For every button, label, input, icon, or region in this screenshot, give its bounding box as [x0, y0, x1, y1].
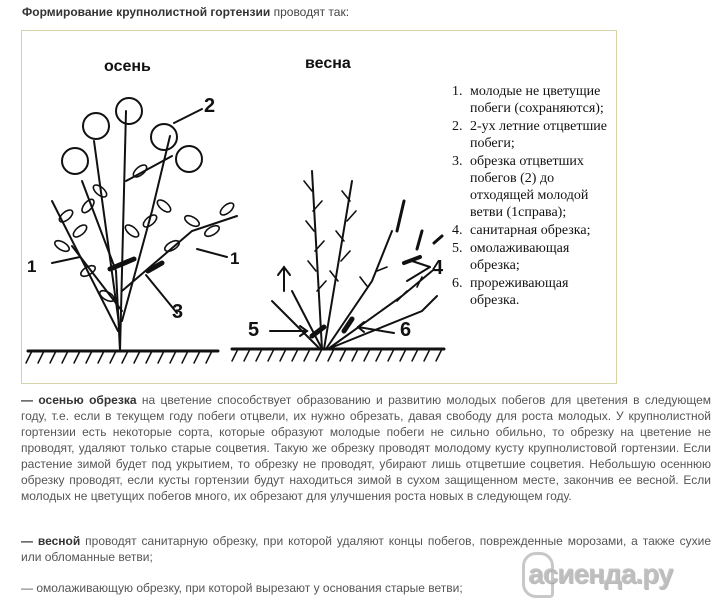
marker-2: 2	[204, 95, 216, 117]
marker-1-left: 1	[27, 257, 37, 276]
figure-legend	[452, 83, 617, 310]
paragraph-rejuvenating: — омолаживающую обрезку, при которой вырезают у основания старые ветви;	[21, 581, 463, 595]
marker-6: 6	[400, 319, 412, 341]
marker-1-right: 1	[230, 249, 240, 268]
legend-item: 2. 2-ух летние отцветшие побеги;	[452, 119, 607, 151]
watermark: асиенда.ру	[528, 558, 673, 589]
marker-5: 5	[248, 319, 260, 341]
heading-bold: Формирование крупнолистной гортензии	[22, 5, 271, 19]
legend-item: 4. санитарная обрезка;	[452, 223, 591, 238]
marker-4: 4	[432, 257, 444, 279]
page-heading	[22, 5, 349, 19]
legend-item: 3. обрезка отцветших побегов (2) до отходящей молодой ветви (1справа);	[452, 154, 589, 220]
heading-rest: проводят так:	[270, 5, 350, 19]
spring-label: весна	[305, 55, 351, 72]
autumn-label: осень	[104, 58, 151, 75]
legend-item: 6. прореживающая обрезка.	[452, 276, 569, 308]
paragraph-spring: — весной проводят санитарную обрезку, при которой удаляют концы побегов, поврежденные морозами, а также сухие или обломанные ветви;	[21, 534, 711, 564]
marker-3: 3	[172, 301, 184, 323]
pruning-illustration	[21, 30, 617, 384]
legend-item: 5. омолаживающая обрезка;	[452, 241, 570, 273]
legend-item: 1. молодые не цветущие побеги (сохраняются);	[452, 84, 604, 116]
paragraph-autumn: — осенью обрезка на цветение способствует образованию и развитию молодых побегов для цветения в следующем году, т.е. если в текущем году побеги отцвели, их нужно обрезать, давая свободу для роста молодых. У крупнолистной гортензии есть некоторые сорта, которые образуют молодые побеги не сильно обильно, то обрезку на цветение не проводят, удаляют только старые соцветия. Такую же обрезку проводят молодому кусту крупнолистовой гортензии. Если растение зимой будет под укрытием, то обрезку не проводят, убирают лишь отцветшие соцветия. Небольшую осеннюю обрезку проводят, если кусты гортензии будут находиться зимой в сухом защищенном месте, закончив ее весной. Если молодых не цветущих побегов много, их обрезают для улучшения роста новых в следующем году.	[21, 393, 711, 503]
